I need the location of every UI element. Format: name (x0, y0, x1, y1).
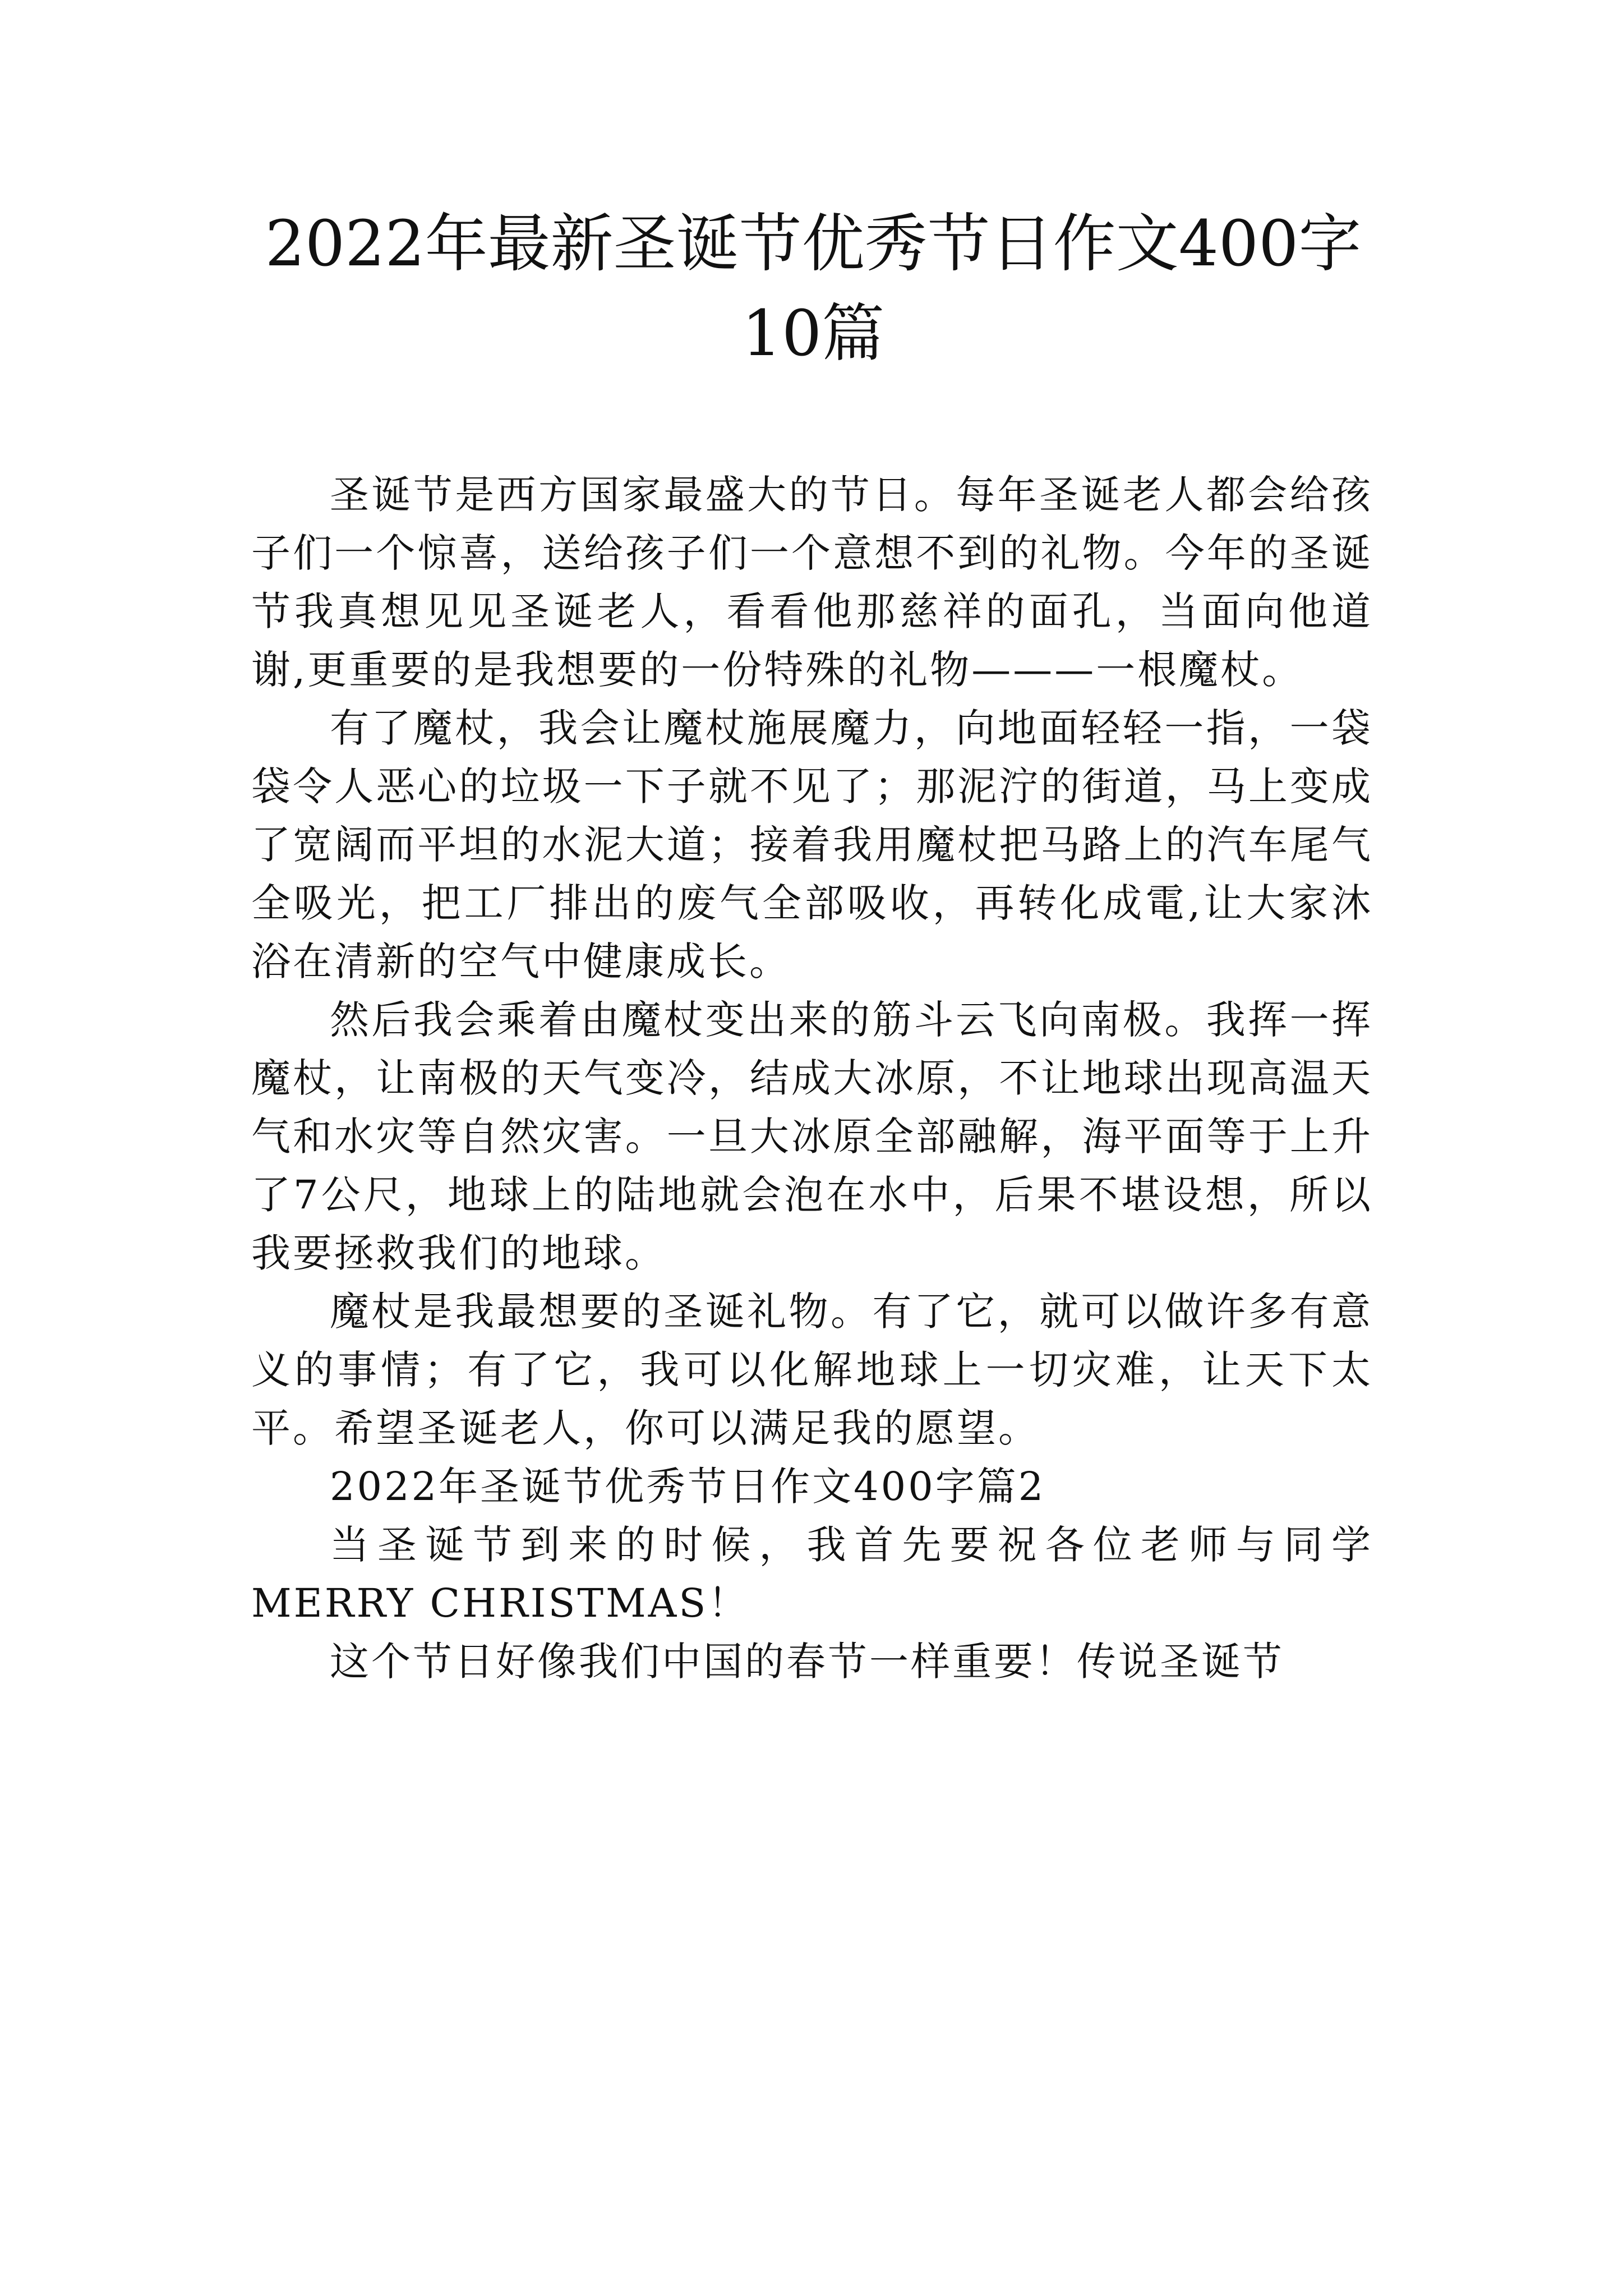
document-body (251, 466, 1373, 1691)
document-title: 2022年最新圣诞节优秀节日作文400字10篇 (265, 208, 1362, 370)
paragraph-6: 这个节日好像我们中国的春节一样重要！传说圣诞节 (330, 1639, 1284, 1685)
paragraph-1: 圣诞节是西方国家最盛大的节日。每年圣诞老人都会给孩子们一个惊喜，送给孩子们一个意想不到的礼物。今年的圣诞节我真想见见圣诞老人，看看他那慈祥的面孔，当面向他道谢,更重要的是我想要的一份特殊的礼物———一根魔杖。 (251, 472, 1373, 693)
paragraph-5: 当圣诞节到来的时候，我首先要祝各位老师与同学MERRY CHRISTMAS！ (251, 1522, 1373, 1626)
paragraph-3: 然后我会乘着由魔杖变出来的筋斗云飞向南极。我挥一挥魔杖，让南极的天气变冷，结成大冰原，不让地球出现高温天气和水灾等自然灾害。一旦大冰原全部融解，海平面等于上升了7公尺，地球上的陆地就会泡在水中，后果不堪设想，所以我要拯救我们的地球。 (251, 997, 1373, 1276)
paragraph-2: 有了魔杖，我会让魔杖施展魔力，向地面轻轻一指，一袋袋令人恶心的垃圾一下子就不见了；那泥泞的街道，马上变成了宽阔而平坦的水泥大道；接着我用魔杖把马路上的汽车尾气全吸光，把工厂排出的废气全部吸收，再转化成電,让大家沐浴在清新的空气中健康成长。 (251, 705, 1373, 984)
paragraph-4: 魔杖是我最想要的圣诞礼物。有了它，就可以做许多有意义的事情；有了它，我可以化解地球上一切灾难，让天下太平。希望圣诞老人，你可以满足我的愿望。 (251, 1289, 1373, 1451)
section-heading-2: 2022年圣诞节优秀节日作文400字篇2 (330, 1464, 1046, 1510)
